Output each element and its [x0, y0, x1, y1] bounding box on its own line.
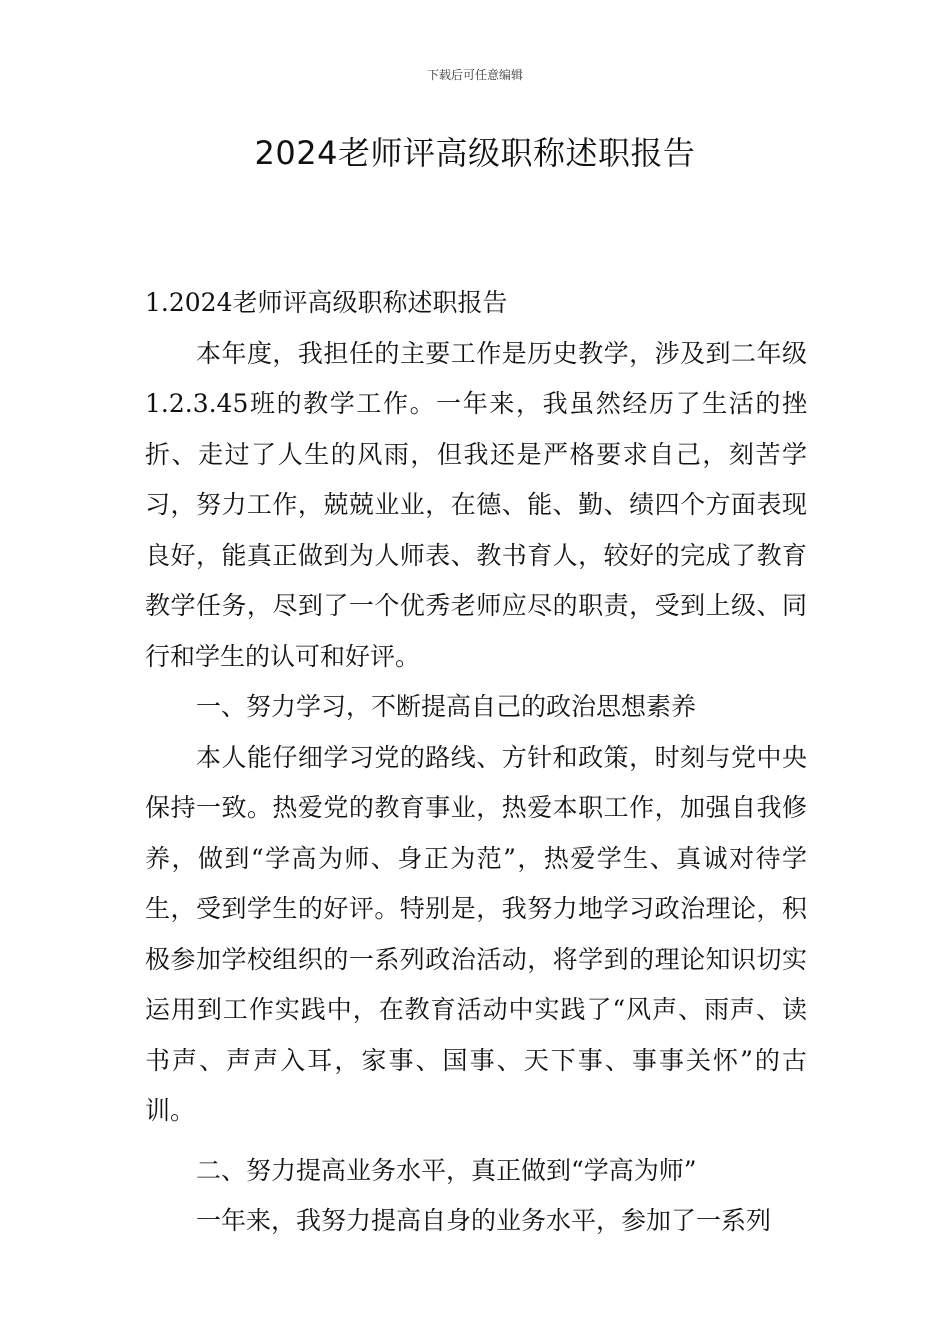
section-heading-one: 一、努力学习，不断提高自己的政治思想素养 [196, 692, 697, 721]
paragraph-intro: 本年度，我担任的主要工作是历史教学，涉及到二年级1.2.3.45班的教学工作。一年来，我虽然经历了生活的挫折、走过了人生的风雨，但我还是严格要求自己，刻苦学习，努力工作，兢兢业业，在德、能、勤、绩四个方面表现良好，能真正做到为人师表、教书育人，较好的完成了教育教学任务，尽到了一个优秀老师应尽的职责，受到上级、同行和学生的认可和好评。 [145, 338, 807, 671]
paragraph-professional: 一年来，我努力提高自身的业务水平，参加了一系列 [196, 1206, 772, 1235]
header-note: 下载后可任意编辑 [426, 68, 523, 82]
document-title: 2024老师评高级职称述职报告 [254, 134, 696, 172]
section-heading-two: 二、努力提高业务水平，真正做到“学高为师” [196, 1155, 697, 1185]
section-heading-numbered: 1.2024老师评高级职称述职报告 [145, 288, 508, 317]
document-body [145, 278, 807, 1247]
paragraph-political: 本人能仔细学习党的路线、方针和政策，时刻与党中央保持一致。热爱党的教育事业，热爱本职工作，加强自我修养，做到“学高为师、身正为范”，热爱学生、真诚对待学生，受到学生的好评。特别是，我努力地学习政治理论，积极参加学校组织的一系列政治活动，将学到的理论知识切实运用到工作实践中，在教育活动中实践了“风声、雨声、读书声、声声入耳，家事、国事、天下事、事事关怀”的古训。 [145, 742, 807, 1125]
